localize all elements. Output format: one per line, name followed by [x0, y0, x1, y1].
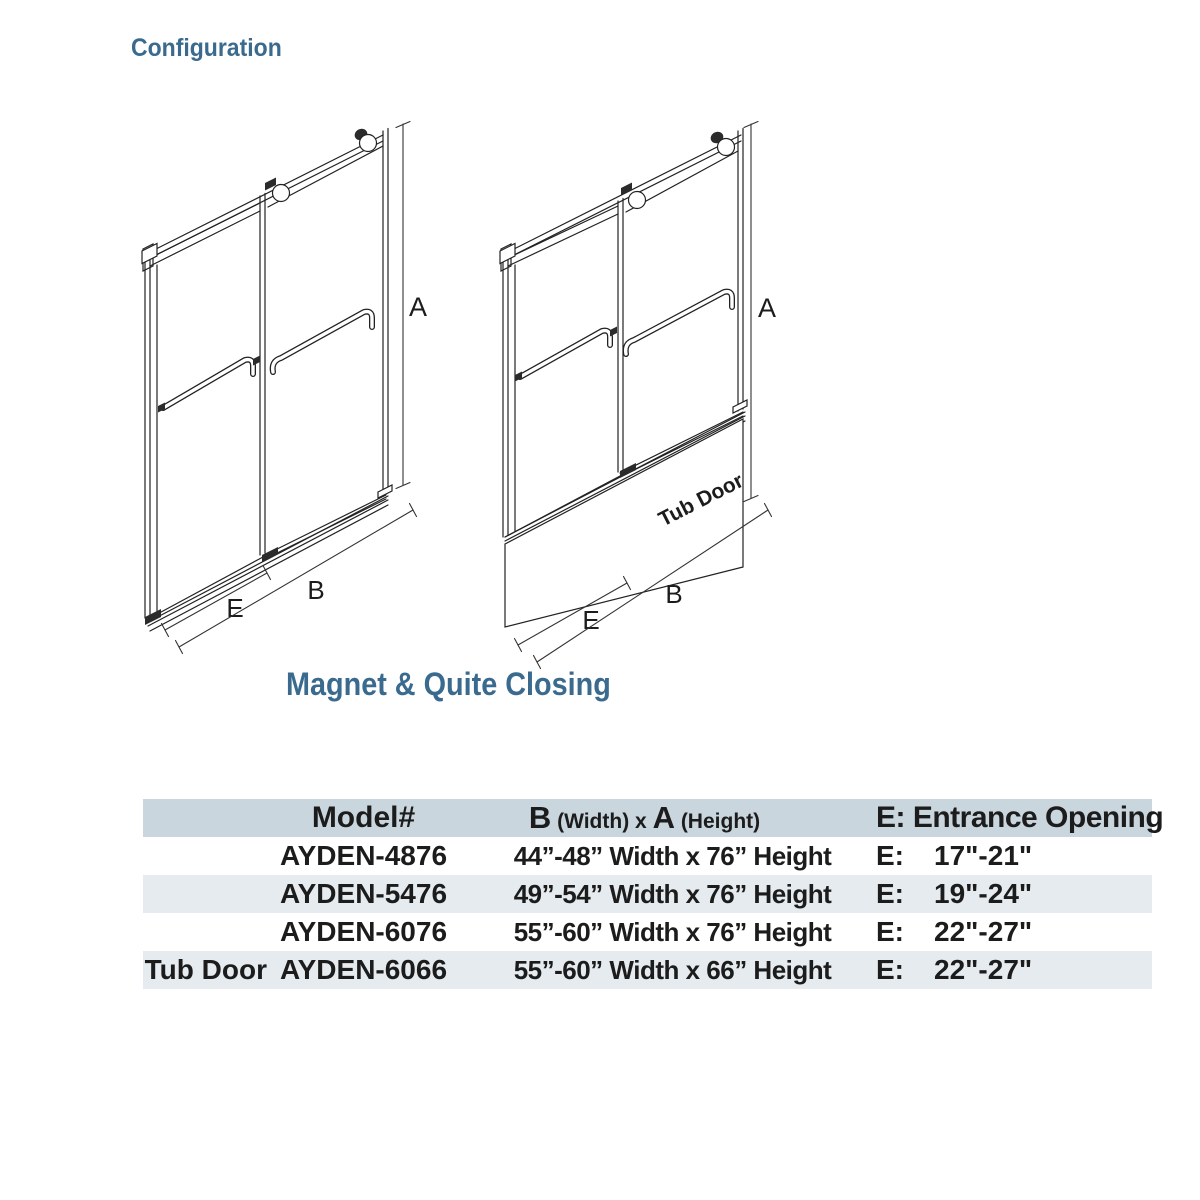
tub-apron — [505, 419, 747, 627]
row-model: AYDEN-6066 — [279, 954, 448, 985]
row-size: 44”-48” Width x 76” Height — [513, 840, 832, 871]
row-entrance-value: 17"-21" — [934, 840, 1033, 871]
header-size — [475, 800, 870, 836]
top-rail — [501, 135, 741, 271]
dim-label-b: B — [307, 575, 325, 605]
row-entrance-label: E: — [876, 840, 904, 871]
row-entrance-label: E: — [876, 954, 904, 985]
row-entrance — [870, 916, 1152, 948]
dimension-entrance — [162, 567, 271, 637]
dimension-height — [396, 122, 427, 489]
header-entrance: E: Entrance Opening — [876, 801, 1164, 834]
header-size-b-sub: (Width) — [557, 810, 630, 833]
table-row — [143, 951, 1152, 989]
dim-label-a: A — [409, 292, 428, 322]
row-entrance-label: E: — [876, 878, 904, 909]
row-entrance — [870, 878, 1152, 910]
dimension-width — [176, 504, 417, 654]
front-glass-panel — [618, 129, 743, 478]
row-size: 49”-54” Width x 76” Height — [513, 878, 832, 909]
dim-label-b: B — [665, 579, 683, 609]
row-entrance-value: 22"-27" — [934, 954, 1033, 985]
dim-label-e: E — [226, 593, 244, 623]
dim-label-e: E — [582, 605, 600, 635]
diagram-caption: Magnet & Quite Closing — [286, 666, 611, 702]
page-title: Configuration — [131, 34, 282, 62]
top-rail — [143, 135, 383, 271]
tub-door-diagram — [480, 100, 820, 675]
row-model: AYDEN-6076 — [279, 916, 448, 947]
header-size-a: A — [652, 800, 675, 835]
row-model: AYDEN-5476 — [279, 878, 448, 909]
dimension-height — [744, 122, 776, 502]
back-glass-panel — [500, 206, 620, 537]
row-entrance — [870, 840, 1152, 872]
row-size: 55”-60” Width x 66” Height — [513, 954, 832, 985]
dim-label-a: A — [758, 293, 777, 323]
roller-icon — [621, 130, 735, 209]
row-size: 55”-60” Width x 76” Height — [513, 916, 832, 947]
table-row — [143, 837, 1152, 875]
row-model: AYDEN-4876 — [279, 840, 448, 871]
header-model: Model# — [311, 801, 416, 834]
spec-table — [143, 799, 1164, 989]
shower-door-diagram — [120, 100, 460, 675]
tub-door-overlay-label: Tub Door — [654, 469, 748, 532]
table-row — [143, 875, 1152, 913]
row-entrance-value: 19"-24" — [934, 878, 1033, 909]
roller-icon — [265, 127, 377, 202]
header-size-b: B — [528, 800, 552, 835]
header-size-a-sub: (Height) — [680, 810, 761, 833]
row-entrance-label: E: — [876, 916, 904, 947]
table-row — [143, 913, 1152, 951]
bottom-track — [145, 485, 392, 631]
row-entrance-value: 22"-27" — [934, 916, 1033, 947]
header-size-x: x — [635, 810, 647, 833]
spec-table-header-row — [143, 799, 1164, 837]
row-entrance — [870, 954, 1152, 986]
row-prefix-tub-door: Tub Door — [144, 954, 267, 985]
